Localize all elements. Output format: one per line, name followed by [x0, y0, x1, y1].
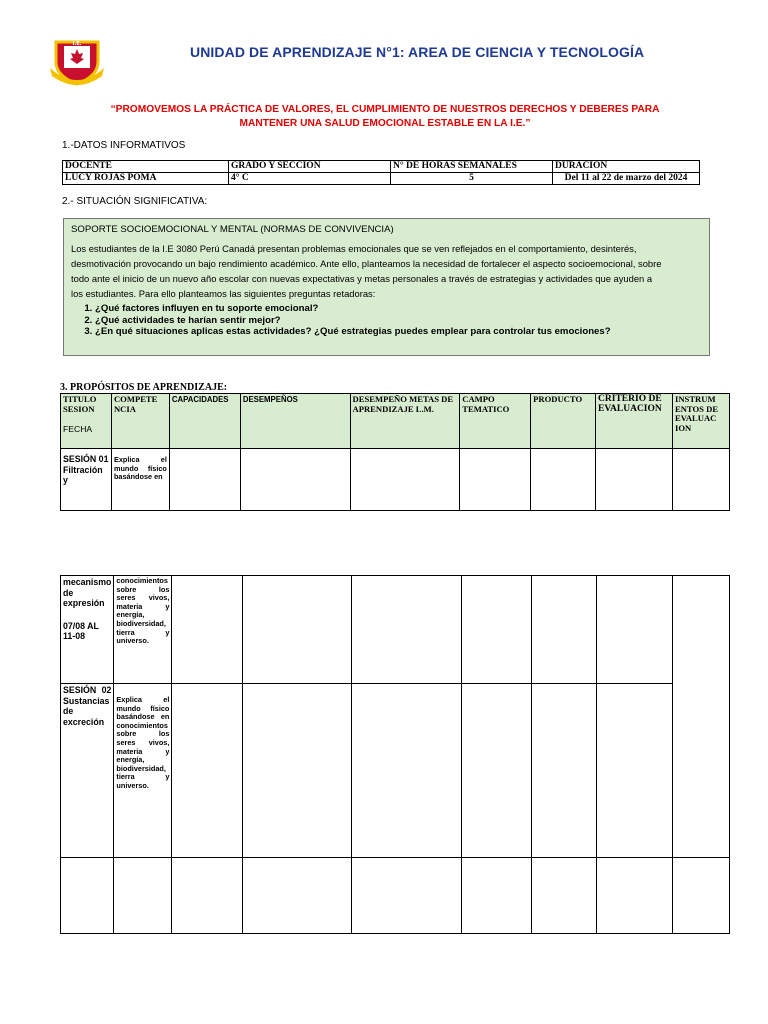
datos-header-cell: N° DE HORAS SEMANALES	[391, 161, 553, 173]
empty-cell	[352, 576, 461, 684]
datos-table	[62, 160, 700, 185]
empty-cell	[596, 858, 673, 934]
empty-cell	[240, 449, 350, 511]
empty-cell	[172, 858, 243, 934]
header-desempeno-metas: DESEMPEÑO METAS DE APRENDIZAJE L.M.	[350, 394, 460, 449]
header-row	[61, 394, 730, 449]
empty-cell	[596, 449, 673, 511]
empty-cell	[596, 684, 673, 858]
header-titulo-label: TITULO SESION	[63, 394, 97, 414]
motto	[60, 103, 710, 131]
header-capacidades: CAPACIDADES	[169, 394, 240, 449]
table-row	[61, 449, 730, 511]
situacion-heading: 2.- SITUACIÓN SIGNIFICATIVA:	[62, 196, 208, 207]
motto-line: MANTENER UNA SALUD EMOCIONAL ESTABLE EN LA I.E.”	[239, 118, 531, 129]
session-title-cell	[61, 684, 114, 858]
competencia-text: Explica el mundo físico basándose en conocimientos sobre los seres vivos, materia y energía, biodiversidad, tierra y universo.	[116, 695, 170, 790]
empty-cell	[532, 684, 597, 858]
table-row	[61, 684, 730, 858]
empty-cell	[673, 858, 730, 934]
document-title: UNIDAD DE APRENDIZAJE N°1: AREA DE CIENCIA Y TECNOLOGÍA	[190, 44, 645, 60]
empty-cell	[352, 858, 461, 934]
question-item: 2. ¿Qué actividades te harían sentir mejor?	[95, 315, 702, 327]
datos-header-cell: DOCENTE	[63, 161, 229, 173]
table-row	[61, 576, 730, 684]
motto-line: “PROMOVEMOS LA PRÁCTICA DE VALORES, EL CUMPLIMIENTO DE NUESTROS DERECHOS Y DEBERES PARA	[110, 104, 660, 115]
empty-cell	[172, 576, 243, 684]
empty-cell	[461, 576, 532, 684]
session-title: SESIÓN 01 Filtración y	[63, 454, 109, 485]
situacion-text-line: Los estudiantes de la I.E 3080 Perú Canadá presentan problemas emocionales que se ven reflejados en el comportamiento, desinterés,	[71, 243, 637, 254]
datos-value-cell: Del 11 al 22 de marzo del 2024	[553, 173, 700, 185]
empty-cell	[172, 684, 243, 858]
question-item: 1. ¿Qué factores influyen en tu soporte emocional?	[95, 303, 702, 315]
empty-cell	[242, 858, 351, 934]
session-title: mecanismo de expresión	[63, 577, 112, 608]
empty-cell	[352, 684, 461, 858]
session-title-cell	[61, 576, 114, 684]
datos-value-cell: 4° C	[229, 173, 391, 185]
situacion-title: SOPORTE SOCIOEMOCIONAL Y MENTAL (NORMAS DE CONVIVENCIA)	[71, 224, 394, 235]
datos-header-cell: GRADO Y SECCION	[229, 161, 391, 173]
competencia-text: Explica el mundo físico basándose en	[113, 455, 167, 482]
propositos-table-bottom	[60, 575, 730, 934]
situacion-text-line: los estudiantes. Para ello planteamos las siguientes preguntas retadoras:	[71, 288, 376, 299]
empty-cell	[673, 576, 730, 858]
empty-cell	[169, 449, 240, 511]
empty-cell	[61, 858, 114, 934]
empty-cell	[242, 684, 351, 858]
empty-cell	[461, 684, 532, 858]
header-titulo	[61, 394, 112, 449]
school-logo	[46, 32, 108, 88]
empty-cell	[242, 576, 351, 684]
competencia-cell	[114, 684, 172, 858]
datos-header-row	[63, 161, 700, 173]
empty-cell	[596, 576, 673, 684]
empty-cell	[532, 576, 597, 684]
header-criterio: CRITERIO DE EVALUACION	[596, 394, 673, 449]
header-producto: PRODUCTO	[531, 394, 596, 449]
header-competencia: COMPETE NCIA	[111, 394, 169, 449]
svg-text:I.E.: I.E.	[72, 41, 82, 47]
header-instrumentos: INSTRUM ENTOS DE EVALUAC ION	[672, 394, 729, 449]
datos-value-row	[63, 173, 700, 185]
competencia-cell	[111, 449, 169, 511]
header-fecha-label: FECHA	[63, 424, 93, 434]
situacion-text-line: desmotivación provocando un bajo rendimiento académico. Ante ello, planteamos la necesidad de fortalecer el aspecto socioemocional, sobre	[71, 258, 662, 269]
datos-value-cell: LUCY ROJAS POMA	[63, 173, 229, 185]
datos-heading: 1.-DATOS INFORMATIVOS	[62, 140, 186, 151]
datos-header-cell: DURACION	[553, 161, 700, 173]
propositos-heading: 3. PROPÓSITOS DE APRENDIZAJE:	[60, 382, 228, 393]
empty-cell	[461, 858, 532, 934]
empty-cell	[532, 858, 597, 934]
empty-cell	[531, 449, 596, 511]
empty-cell	[460, 449, 531, 511]
propositos-table-top	[60, 393, 730, 511]
question-item: 3. ¿En qué situaciones aplicas estas actividades? ¿Qué estrategias puedes emplear para controlar tus emociones?	[95, 326, 702, 338]
empty-cell	[672, 449, 729, 511]
empty-cell	[350, 449, 460, 511]
session-title: SESIÓN 02 Sustancias de excreción	[63, 685, 112, 727]
situacion-box	[63, 218, 710, 356]
session-date: 07/08 AL 11-08	[63, 620, 99, 641]
header-campo: CAMPO TEMATICO	[460, 394, 531, 449]
header-desempenos: DESEMPEÑOS	[240, 394, 350, 449]
table-row	[61, 858, 730, 934]
datos-value-cell: 5	[391, 173, 553, 185]
competencia-text: conocimientos sobre los seres vivos, materia y energía, biodiversidad, tierra y universo.	[116, 576, 170, 646]
session-title-cell	[61, 449, 112, 511]
situacion-text-line: todo ante el inicio de un nuevo año escolar con nuevas expectativas y metas personales a través de estrategias y actividades que ayuden a	[71, 273, 653, 284]
empty-cell	[114, 858, 172, 934]
competencia-cell	[114, 576, 172, 684]
question-list	[71, 303, 702, 338]
